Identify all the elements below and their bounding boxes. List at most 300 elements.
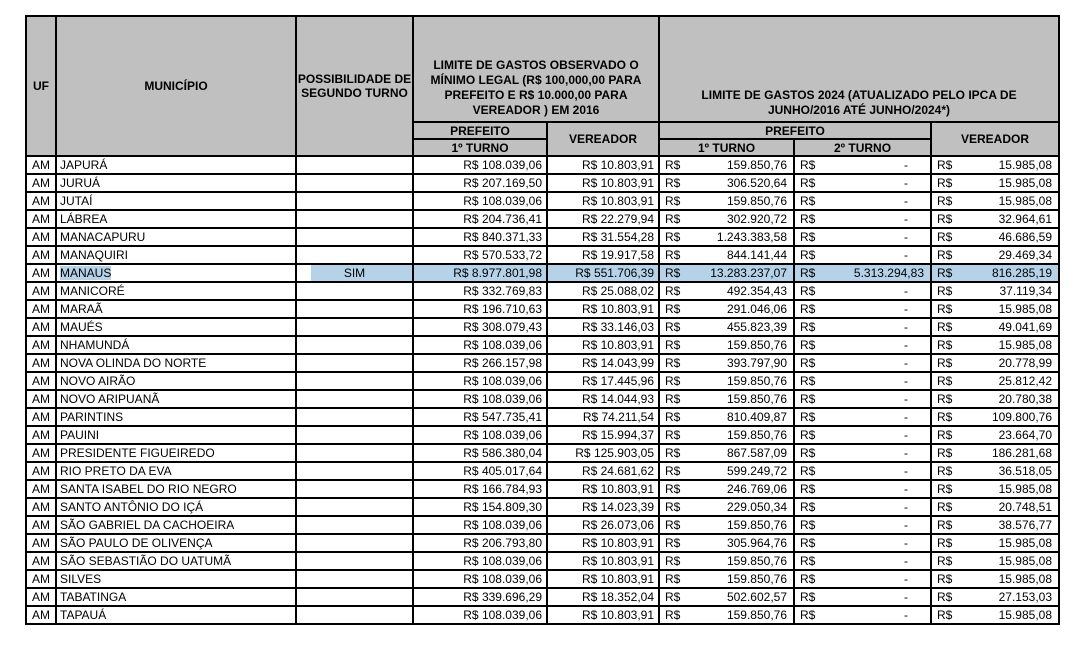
value-text: 20.748,51: [998, 500, 1052, 514]
currency-symbol: R$: [800, 446, 816, 460]
municipio-text: JUTAÍ: [60, 194, 93, 208]
cell-prefeito-1turno-2024: [659, 588, 794, 606]
cell-prefeito-2turno-2024: [794, 588, 931, 606]
municipio-text: NHAMUNDÁ: [60, 338, 130, 352]
value-text: 455.823,39: [726, 320, 787, 334]
currency-symbol: R$: [937, 194, 953, 208]
municipio-text: NOVO AIRÃO: [60, 374, 136, 388]
cell-uf: AM: [26, 318, 56, 336]
cell-prefeito-1turno-2016: R$ 206.793,80: [413, 534, 547, 552]
currency-symbol: R$: [800, 374, 816, 388]
header-vereador-2024: VEREADOR: [931, 122, 1059, 156]
cell-segundo-turno: [296, 228, 413, 246]
cell-prefeito-2turno-2024: [794, 516, 931, 534]
cell-vereador-2024: [931, 192, 1059, 210]
value-text: 302.920,72: [726, 212, 787, 226]
cell-prefeito-1turno-2024: [659, 498, 794, 516]
header-uf: UF: [26, 16, 56, 156]
value-text: -: [904, 554, 908, 568]
cell-segundo-turno: [296, 462, 413, 480]
cell-vereador-2024: [931, 372, 1059, 390]
cell-segundo-turno: SIM: [296, 264, 413, 282]
currency-symbol: R$: [800, 590, 816, 604]
currency-symbol: R$: [937, 212, 953, 226]
currency-symbol: R$: [937, 266, 953, 280]
value-text: 1.243.383,58: [716, 230, 787, 244]
value-text: 492.354,43: [726, 284, 787, 298]
currency-symbol: R$: [800, 482, 816, 496]
cell-prefeito-2turno-2024: [794, 336, 931, 354]
cell-segundo-turno: [296, 318, 413, 336]
currency-symbol: R$: [665, 392, 681, 406]
currency-symbol: R$: [800, 248, 816, 262]
value-text: -: [904, 158, 908, 172]
cell-segundo-turno: [296, 282, 413, 300]
cell-prefeito-2turno-2024: [794, 408, 931, 426]
cell-prefeito-2turno-2024: [794, 426, 931, 444]
cell-segundo-turno: [296, 300, 413, 318]
currency-symbol: R$: [665, 194, 681, 208]
table-row: [26, 552, 1059, 570]
currency-symbol: R$: [665, 356, 681, 370]
cell-prefeito-1turno-2024: [659, 390, 794, 408]
value-text: 599.249,72: [726, 464, 787, 478]
cell-prefeito-1turno-2024: [659, 444, 794, 462]
municipio-text: SÃO SEBASTIÃO DO UATUMÃ: [60, 554, 232, 568]
cell-prefeito-1turno-2024: [659, 156, 794, 174]
value-text: 305.964,76: [726, 536, 787, 550]
value-text: 15.985,08: [998, 554, 1052, 568]
header-municipio: MUNICÍPIO: [56, 16, 296, 156]
currency-symbol: R$: [665, 320, 681, 334]
cell-uf: AM: [26, 390, 56, 408]
table-row: [26, 426, 1059, 444]
cell-vereador-2024: [931, 264, 1059, 282]
cell-vereador-2024: [931, 444, 1059, 462]
cell-municipio: [56, 570, 296, 588]
value-text: 15.985,08: [998, 608, 1052, 622]
cell-vereador-2016: R$ 18.352,04: [547, 588, 659, 606]
currency-symbol: R$: [800, 572, 816, 586]
cell-prefeito-1turno-2024: [659, 264, 794, 282]
municipio-text: PARINTINS: [60, 410, 124, 424]
cell-uf: AM: [26, 354, 56, 372]
cell-vereador-2024: [931, 570, 1059, 588]
value-text: 159.850,76: [726, 338, 787, 352]
cell-municipio: [56, 228, 296, 246]
cell-vereador-2016: R$ 10.803,91: [547, 534, 659, 552]
value-text: 15.985,08: [998, 338, 1052, 352]
header-turno1-2016: 1º TURNO: [413, 139, 547, 156]
cell-prefeito-2turno-2024: [794, 246, 931, 264]
value-text: 159.850,76: [726, 392, 787, 406]
table-row: [26, 354, 1059, 372]
currency-symbol: R$: [800, 320, 816, 334]
municipio-text: JAPURÁ: [60, 158, 108, 172]
value-text: -: [904, 374, 908, 388]
cell-vereador-2016: R$ 74.211,54: [547, 408, 659, 426]
cell-prefeito-1turno-2016: R$ 266.157,98: [413, 354, 547, 372]
table-row: [26, 534, 1059, 552]
currency-symbol: R$: [665, 536, 681, 550]
table-row: [26, 390, 1059, 408]
value-text: 15.985,08: [998, 482, 1052, 496]
cell-municipio: [56, 174, 296, 192]
value-text: 159.850,76: [726, 158, 787, 172]
cell-prefeito-2turno-2024: [794, 156, 931, 174]
currency-symbol: R$: [800, 356, 816, 370]
municipio-text: NOVA OLINDA DO NORTE: [60, 356, 207, 370]
value-text: 159.850,76: [726, 428, 787, 442]
cell-segundo-turno: [296, 570, 413, 588]
cell-prefeito-2turno-2024: [794, 534, 931, 552]
cell-vereador-2016: R$ 10.803,91: [547, 570, 659, 588]
municipio-text: SILVES: [60, 572, 102, 586]
currency-symbol: R$: [800, 410, 816, 424]
currency-symbol: R$: [665, 608, 681, 622]
value-text: 15.985,08: [998, 302, 1052, 316]
table-body: [26, 156, 1059, 624]
cell-prefeito-1turno-2016: R$ 108.039,06: [413, 606, 547, 624]
cell-uf: AM: [26, 552, 56, 570]
table-row: [26, 588, 1059, 606]
municipio-text: SANTA ISABEL DO RIO NEGRO: [60, 482, 237, 496]
cell-prefeito-1turno-2016: R$ 339.696,29: [413, 588, 547, 606]
table-row: [26, 606, 1059, 624]
cell-prefeito-1turno-2016: R$ 108.039,06: [413, 516, 547, 534]
cell-segundo-turno: [296, 192, 413, 210]
cell-prefeito-1turno-2016: R$ 166.784,93: [413, 480, 547, 498]
municipio-text: RIO PRETO DA EVA: [60, 464, 172, 478]
cell-prefeito-1turno-2024: [659, 408, 794, 426]
cell-segundo-turno: [296, 354, 413, 372]
table-row: [26, 318, 1059, 336]
value-text: 46.686,59: [998, 230, 1052, 244]
cell-vereador-2024: [931, 606, 1059, 624]
cell-prefeito-1turno-2024: [659, 606, 794, 624]
cell-uf: AM: [26, 462, 56, 480]
value-text: -: [904, 356, 908, 370]
cell-prefeito-1turno-2016: R$ 405.017,64: [413, 462, 547, 480]
cell-prefeito-1turno-2016: R$ 108.039,06: [413, 156, 547, 174]
cell-municipio: [56, 588, 296, 606]
currency-symbol: R$: [665, 266, 681, 280]
cell-prefeito-1turno-2024: [659, 426, 794, 444]
value-text: -: [904, 410, 908, 424]
currency-symbol: R$: [937, 248, 953, 262]
cell-municipio: [56, 354, 296, 372]
value-text: -: [904, 392, 908, 406]
currency-symbol: R$: [937, 536, 953, 550]
cell-prefeito-1turno-2016: R$ 332.769,83: [413, 282, 547, 300]
cell-vereador-2024: [931, 588, 1059, 606]
value-text: -: [904, 536, 908, 550]
cell-prefeito-1turno-2016: R$ 8.977.801,98: [413, 264, 547, 282]
currency-symbol: R$: [665, 518, 681, 532]
currency-symbol: R$: [937, 500, 953, 514]
cell-vereador-2016: R$ 10.803,91: [547, 156, 659, 174]
value-text: 15.985,08: [998, 176, 1052, 190]
cell-prefeito-1turno-2024: [659, 318, 794, 336]
cell-vereador-2016: R$ 10.803,91: [547, 174, 659, 192]
cell-prefeito-1turno-2016: R$ 308.079,43: [413, 318, 547, 336]
cell-prefeito-2turno-2024: [794, 228, 931, 246]
cell-vereador-2024: [931, 156, 1059, 174]
table-row: [26, 264, 1059, 282]
currency-symbol: R$: [937, 428, 953, 442]
municipio-text: PAUINI: [60, 428, 100, 442]
value-text: 20.780,38: [998, 392, 1052, 406]
cell-municipio: [56, 264, 296, 282]
currency-symbol: R$: [800, 536, 816, 550]
currency-symbol: R$: [665, 410, 681, 424]
value-text: 15.985,08: [998, 536, 1052, 550]
value-text: -: [904, 428, 908, 442]
currency-symbol: R$: [937, 410, 953, 424]
cell-vereador-2016: R$ 25.088,02: [547, 282, 659, 300]
currency-symbol: R$: [665, 590, 681, 604]
currency-symbol: R$: [665, 338, 681, 352]
value-text: 36.518,05: [998, 464, 1052, 478]
cell-vereador-2024: [931, 336, 1059, 354]
cell-prefeito-1turno-2016: R$ 196.710,63: [413, 300, 547, 318]
value-text: -: [904, 446, 908, 460]
cell-vereador-2016: R$ 10.803,91: [547, 336, 659, 354]
cell-uf: AM: [26, 480, 56, 498]
cell-prefeito-1turno-2024: [659, 534, 794, 552]
cell-vereador-2024: [931, 408, 1059, 426]
cell-vereador-2016: R$ 10.803,91: [547, 300, 659, 318]
value-text: 246.769,06: [726, 482, 787, 496]
value-text: -: [904, 302, 908, 316]
cell-vereador-2016: R$ 31.554,28: [547, 228, 659, 246]
cell-segundo-turno: [296, 372, 413, 390]
cell-municipio: [56, 300, 296, 318]
cell-prefeito-1turno-2024: [659, 336, 794, 354]
currency-symbol: R$: [937, 464, 953, 478]
currency-symbol: R$: [937, 590, 953, 604]
currency-symbol: R$: [937, 356, 953, 370]
cell-municipio: [56, 462, 296, 480]
cell-prefeito-2turno-2024: [794, 210, 931, 228]
cell-vereador-2024: [931, 498, 1059, 516]
cell-prefeito-1turno-2024: [659, 192, 794, 210]
value-text: 229.050,34: [726, 500, 787, 514]
currency-symbol: R$: [665, 212, 681, 226]
currency-symbol: R$: [937, 176, 953, 190]
currency-symbol: R$: [937, 374, 953, 388]
currency-symbol: R$: [937, 158, 953, 172]
municipio-text: MANICORÉ: [60, 284, 125, 298]
cell-segundo-turno: [296, 534, 413, 552]
value-text: -: [904, 464, 908, 478]
currency-symbol: R$: [800, 554, 816, 568]
cell-vereador-2016: R$ 22.279,94: [547, 210, 659, 228]
currency-symbol: R$: [800, 302, 816, 316]
value-text: -: [904, 608, 908, 622]
cell-municipio: [56, 480, 296, 498]
value-text: 15.985,08: [998, 572, 1052, 586]
currency-symbol: R$: [937, 392, 953, 406]
currency-symbol: R$: [937, 554, 953, 568]
cell-vereador-2024: [931, 480, 1059, 498]
table-row: [26, 336, 1059, 354]
table-header: [26, 16, 1059, 156]
cell-prefeito-1turno-2016: R$ 547.735,41: [413, 408, 547, 426]
value-text: 27.153,03: [998, 590, 1052, 604]
cell-prefeito-1turno-2024: [659, 300, 794, 318]
currency-symbol: R$: [800, 428, 816, 442]
currency-symbol: R$: [665, 428, 681, 442]
table-row: [26, 192, 1059, 210]
cell-vereador-2016: R$ 26.073,06: [547, 516, 659, 534]
currency-symbol: R$: [665, 500, 681, 514]
cell-uf: AM: [26, 174, 56, 192]
municipio-text: JURUÁ: [60, 176, 101, 190]
cell-prefeito-2turno-2024: [794, 282, 931, 300]
cell-uf: AM: [26, 228, 56, 246]
municipio-text: LÁBREA: [60, 212, 108, 226]
cell-vereador-2024: [931, 210, 1059, 228]
cell-municipio: [56, 390, 296, 408]
value-text: -: [904, 518, 908, 532]
cell-vereador-2016: R$ 551.706,39: [547, 264, 659, 282]
currency-symbol: R$: [665, 176, 681, 190]
cell-vereador-2016: R$ 14.023,39: [547, 498, 659, 516]
table-row: [26, 156, 1059, 174]
cell-prefeito-1turno-2016: R$ 154.809,30: [413, 498, 547, 516]
value-text: -: [904, 338, 908, 352]
currency-symbol: R$: [937, 518, 953, 532]
cell-segundo-turno: [296, 408, 413, 426]
cell-vereador-2024: [931, 390, 1059, 408]
currency-symbol: R$: [665, 554, 681, 568]
table-row: [26, 570, 1059, 588]
cell-prefeito-2turno-2024: [794, 552, 931, 570]
currency-symbol: R$: [665, 482, 681, 496]
cell-vereador-2024: [931, 354, 1059, 372]
cell-vereador-2016: R$ 10.803,91: [547, 552, 659, 570]
header-possibilidade-segundo-turno: POSSIBILIDADE DE SEGUNDO TURNO: [296, 16, 413, 156]
cell-prefeito-2turno-2024: [794, 606, 931, 624]
value-text: 291.046,06: [726, 302, 787, 316]
municipio-text: TABATINGA: [60, 590, 127, 604]
table-row: [26, 282, 1059, 300]
header-turno2-2024: 2º TURNO: [794, 139, 931, 156]
municipio-text: PRESIDENTE FIGUEIREDO: [60, 446, 215, 460]
cell-municipio: [56, 444, 296, 462]
cell-vereador-2024: [931, 282, 1059, 300]
value-text: 32.964,61: [998, 212, 1052, 226]
municipio-text: MANACAPURU: [60, 230, 146, 244]
cell-prefeito-2turno-2024: [794, 264, 931, 282]
cell-municipio: [56, 246, 296, 264]
cell-prefeito-1turno-2016: R$ 586.380,04: [413, 444, 547, 462]
cell-segundo-turno: [296, 156, 413, 174]
currency-symbol: R$: [937, 572, 953, 586]
currency-symbol: R$: [665, 230, 681, 244]
value-text: 159.850,76: [726, 572, 787, 586]
currency-symbol: R$: [665, 248, 681, 262]
header-vereador-2016: VEREADOR: [547, 122, 659, 156]
cell-segundo-turno: [296, 426, 413, 444]
cell-uf: AM: [26, 210, 56, 228]
cell-prefeito-1turno-2016: R$ 108.039,06: [413, 552, 547, 570]
currency-symbol: R$: [800, 230, 816, 244]
value-text: 159.850,76: [726, 374, 787, 388]
value-text: -: [904, 212, 908, 226]
value-text: 15.985,08: [998, 194, 1052, 208]
cell-uf: AM: [26, 498, 56, 516]
cell-prefeito-1turno-2024: [659, 354, 794, 372]
cell-vereador-2024: [931, 174, 1059, 192]
cell-uf: AM: [26, 246, 56, 264]
cell-prefeito-2turno-2024: [794, 444, 931, 462]
value-text: 867.587,09: [726, 446, 787, 460]
cell-vereador-2016: R$ 15.994,37: [547, 426, 659, 444]
value-text: -: [904, 284, 908, 298]
cell-uf: AM: [26, 336, 56, 354]
cell-prefeito-1turno-2016: R$ 570.533,72: [413, 246, 547, 264]
table-row: [26, 372, 1059, 390]
currency-symbol: R$: [800, 608, 816, 622]
value-text: -: [904, 590, 908, 604]
cell-segundo-turno: [296, 390, 413, 408]
cell-prefeito-1turno-2024: [659, 228, 794, 246]
currency-symbol: R$: [665, 446, 681, 460]
cell-uf: AM: [26, 300, 56, 318]
cell-prefeito-2turno-2024: [794, 498, 931, 516]
cell-uf: AM: [26, 570, 56, 588]
value-text: 844.141,44: [726, 248, 787, 262]
value-text: 159.850,76: [726, 554, 787, 568]
currency-symbol: R$: [800, 176, 816, 190]
cell-segundo-turno: [296, 174, 413, 192]
cell-prefeito-1turno-2024: [659, 570, 794, 588]
value-text: 502.602,57: [726, 590, 787, 604]
table-row: [26, 246, 1059, 264]
header-prefeito-2024: PREFEITO: [659, 122, 931, 139]
currency-symbol: R$: [665, 572, 681, 586]
cell-prefeito-2turno-2024: [794, 462, 931, 480]
cell-vereador-2024: [931, 516, 1059, 534]
cell-prefeito-1turno-2024: [659, 210, 794, 228]
cell-vereador-2016: R$ 125.903,05: [547, 444, 659, 462]
cell-vereador-2016: R$ 14.043,99: [547, 354, 659, 372]
cell-municipio: [56, 156, 296, 174]
cell-municipio: [56, 192, 296, 210]
cell-municipio: [56, 516, 296, 534]
cell-prefeito-1turno-2024: [659, 174, 794, 192]
value-text: 159.850,76: [726, 608, 787, 622]
municipio-text: SÃO PAULO DE OLIVENÇA: [60, 536, 213, 550]
value-text: 13.283.237,07: [710, 266, 787, 280]
currency-symbol: R$: [937, 446, 953, 460]
cell-municipio: [56, 498, 296, 516]
cell-prefeito-1turno-2024: [659, 462, 794, 480]
cell-prefeito-2turno-2024: [794, 174, 931, 192]
cell-vereador-2024: [931, 246, 1059, 264]
cell-prefeito-1turno-2024: [659, 246, 794, 264]
cell-prefeito-1turno-2016: R$ 108.039,06: [413, 192, 547, 210]
value-text: 393.797,90: [726, 356, 787, 370]
cell-vereador-2024: [931, 228, 1059, 246]
value-text: 306.520,64: [726, 176, 787, 190]
currency-symbol: R$: [937, 482, 953, 496]
cell-prefeito-1turno-2016: R$ 108.039,06: [413, 570, 547, 588]
cell-uf: AM: [26, 264, 56, 282]
cell-vereador-2016: R$ 10.803,91: [547, 606, 659, 624]
